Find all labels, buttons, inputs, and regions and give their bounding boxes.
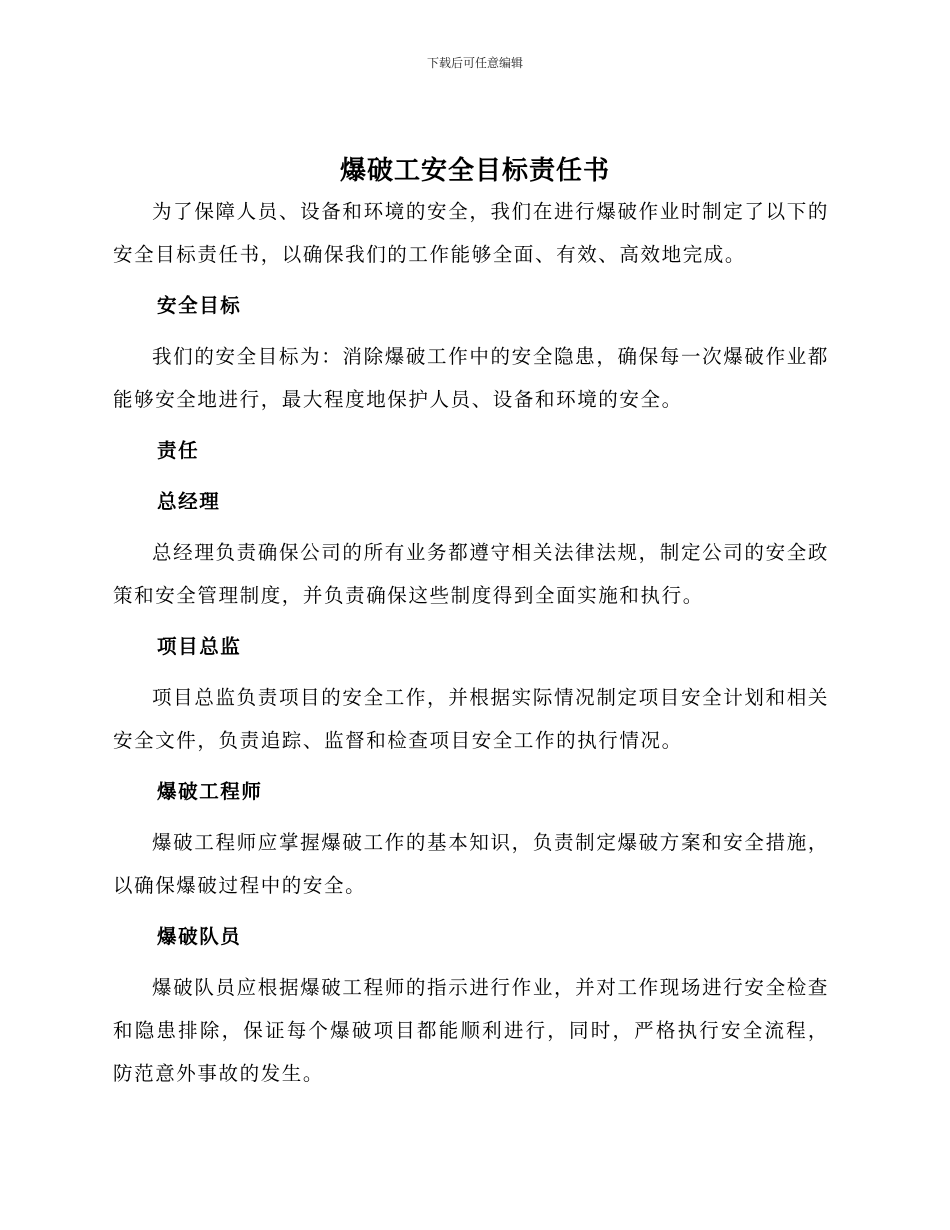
- pd-paragraph: 项目总监负责项目的安全工作，并根据实际情况制定项目安全计划和相关安全文件，负责追踪、监督和检查项目安全工作的执行情况。: [113, 686, 829, 752]
- goal-paragraph: 我们的安全目标为：消除爆破工作中的安全隐患，确保每一次爆破作业都能够安全地进行，最大程度地保护人员、设备和环境的安全。: [113, 345, 829, 411]
- team-paragraph: 爆破队员应根据爆破工程师的指示进行作业，并对工作现场进行安全检查和隐患排除，保证每个爆破项目都能顺利进行，同时，严格执行安全流程，防范意外事故的发生。: [113, 976, 829, 1085]
- intro-paragraph: 为了保障人员、设备和环境的安全，我们在进行爆破作业时制定了以下的安全目标责任书，以确保我们的工作能够全面、有效、高效地完成。: [113, 200, 829, 266]
- gm-heading: 总经理: [157, 490, 221, 513]
- goal-heading: 安全目标: [157, 294, 242, 317]
- gm-paragraph: 总经理负责确保公司的所有业务都遵守相关法律法规，制定公司的安全政策和安全管理制度，并负责确保这些制度得到全面实施和执行。: [113, 541, 829, 607]
- document-title: 爆破工安全目标责任书: [339, 156, 610, 186]
- engineer-heading: 爆破工程师: [157, 780, 263, 803]
- document-body: [113, 190, 829, 1095]
- responsibility-heading: 责任: [157, 439, 200, 462]
- engineer-paragraph: 爆破工程师应掌握爆破工作的基本知识，负责制定爆破方案和安全措施，以确保爆破过程中的安全。: [113, 831, 829, 897]
- header-note: 下载后可任意编辑: [426, 56, 523, 70]
- pd-heading: 项目总监: [157, 635, 242, 658]
- team-heading: 爆破队员: [157, 925, 242, 948]
